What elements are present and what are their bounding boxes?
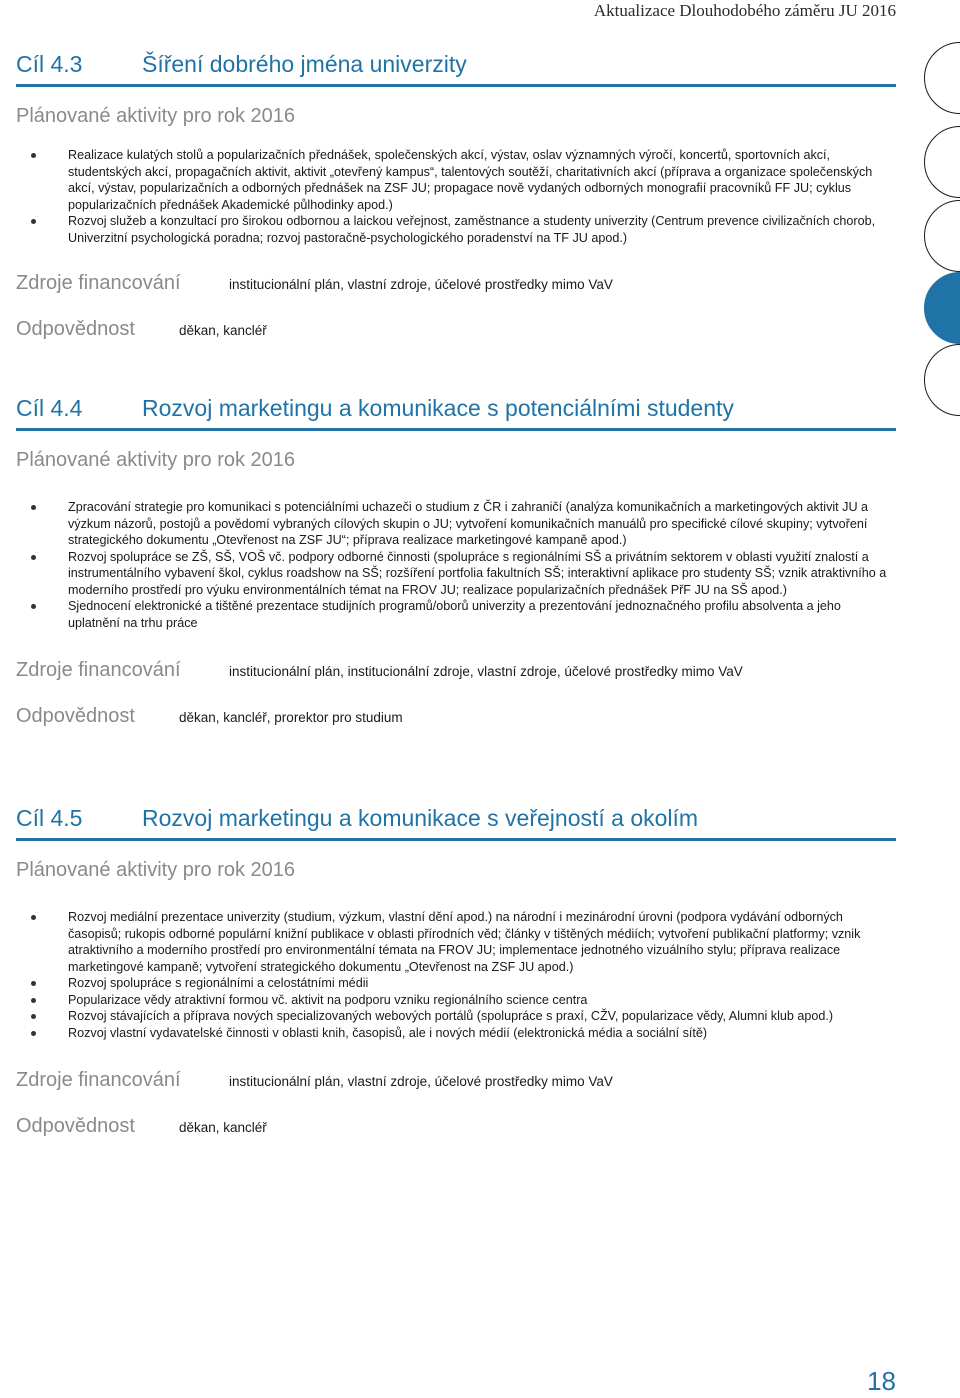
responsibility-row — [16, 1113, 896, 1141]
list-item: Realizace kulatých stolů a popularizačních přednášek, společenských akcí, výstav, oslav významných výročí, koncertů, sportovních akcí, studentských akcí, propagačních aktivit, aktivit „otevřený kampus“, talentových soutěží, charitativních akcí (příprava a organizace společenských akcí, výstav, popularizačních a odborných přednášek na ZSF JU; propagace nově vydaných odborných monografií pracovníků FF JU; cyklus popularizačních přednášek Akademické půlhodinky apod.) — [68, 147, 896, 213]
responsibility-label: Odpovědnost — [16, 1115, 135, 1137]
chapter-tab-active — [924, 272, 960, 344]
chapter-tab — [924, 126, 960, 198]
list-item: Popularizace vědy atraktivní formou vč. aktivit na podporu vzniku regionálního science centra — [68, 992, 896, 1009]
running-header: Aktualizace Dlouhodobého záměru JU 2016 — [593, 1, 896, 20]
goal-section-4-5 — [16, 802, 896, 1141]
activities-list — [16, 147, 896, 246]
funding-label: Zdroje financování — [16, 659, 181, 681]
list-item: Rozvoj stávajících a příprava nových specializovaných webových portálů (spolupráce s praxí, CŽV, popularizace vědy, Alumni klub apod.) — [68, 1008, 896, 1025]
funding-row — [16, 1067, 896, 1095]
goal-divider — [16, 84, 896, 87]
activities-list — [16, 499, 896, 631]
responsibility-label: Odpovědnost — [16, 705, 135, 727]
list-item: Rozvoj služeb a konzultací pro širokou odbornou a laickou veřejnost, zaměstnance a studenty univerzity (Centrum prevence civilizačních chorob, Univerzitní psychologická poradna; rozvoj pastoračně-psychologického poradenství na TF JU apod.) — [68, 213, 896, 246]
goal-section-4-3 — [16, 48, 896, 344]
funding-label: Zdroje financování — [16, 272, 181, 294]
responsibility-row — [16, 316, 896, 344]
goal-divider — [16, 838, 896, 841]
list-item: Zpracování strategie pro komunikaci s potenciálními uchazeči o studium z ČR i zahraničí (analýza komunikačních a marketingových aktivit JU a výzkum názorů, postojů a povědomí vybraných cílových skupin o JU; vytvoření komunikačních manuálů pro specifické cílové skupiny; vytvoření strategického dokumentu „Otevřenost na ZSF JU“; příprava realizace marketingové kampaně apod.) — [68, 499, 896, 549]
activities-heading: Plánované aktivity pro rok 2016 — [16, 859, 296, 881]
list-item: Rozvoj mediální prezentace univerzity (studium, výzkum, vlastní dění apod.) na národní i mezinárodní úrovni (podpora vydávání odborných časopisů; rukopis odborné populární knižní publikace v oblasti přírodních věd; články v tištěných médiích; vytvoření publikační platformy; vznik atraktivního a moderního prostředí pro environmentální témata na FROV JU; implementace jednotného vizuálního stylu; příprava realizace marketingové kampaně; vytvoření strategického dokumentu „Otevřenost na ZSF JU apod.) — [68, 909, 896, 975]
list-item: Rozvoj spolupráce se ZŠ, SŠ, VOŠ vč. podpory odborné činnosti (spolupráce s regionálními SŠ a privátním sektorem v oblasti využití znalostí a instrumentálního vybavení škol, cyklus roadshow na SŠ; rozšíření portfolia fakultních SŠ; interaktivní aplikace pro studenty SŠ; vznik atraktivního a moderního prostředí pro výuku environmentálních témat na FROV JU; realizace popularizačních přednášek PřF JU na SŠ apod.) — [68, 549, 896, 599]
funding-value: institucionální plán, vlastní zdroje, účelové prostředky mimo VaV — [229, 1074, 613, 1089]
goal-title: Šíření dobrého jména univerzity — [142, 51, 467, 77]
goal-number: Cíl 4.4 — [16, 395, 83, 421]
activities-list — [16, 909, 896, 1041]
goal-title: Rozvoj marketingu a komunikace s veřejností a okolím — [142, 805, 699, 831]
goal-title: Rozvoj marketingu a komunikace s potenciálními studenty — [142, 395, 734, 421]
activities-heading: Plánované aktivity pro rok 2016 — [16, 449, 296, 471]
funding-row — [16, 270, 896, 298]
funding-label: Zdroje financování — [16, 1069, 181, 1091]
list-item: Rozvoj spolupráce s regionálními a celostátními médii — [68, 975, 896, 992]
funding-value: institucionální plán, institucionální zdroje, vlastní zdroje, účelové prostředky mimo VaV — [229, 664, 743, 679]
activities-heading: Plánované aktivity pro rok 2016 — [16, 105, 296, 127]
goal-number: Cíl 4.3 — [16, 51, 83, 77]
responsibility-row — [16, 703, 896, 731]
chapter-tab — [924, 42, 960, 114]
responsibility-value: děkan, kancléř — [179, 323, 267, 338]
goal-section-4-4 — [16, 392, 896, 731]
responsibility-value: děkan, kancléř, prorektor pro studium — [179, 710, 403, 725]
chapter-tab — [924, 344, 960, 416]
funding-value: institucionální plán, vlastní zdroje, účelové prostředky mimo VaV — [229, 277, 613, 292]
responsibility-label: Odpovědnost — [16, 318, 135, 340]
responsibility-value: děkan, kancléř — [179, 1120, 267, 1135]
goal-number: Cíl 4.5 — [16, 805, 83, 831]
page-number: 18 — [867, 1366, 896, 1396]
list-item: Rozvoj vlastní vydavatelské činnosti v oblasti knih, časopisů, ale i nových médií (elektronická média a sociální sítě) — [68, 1025, 896, 1042]
funding-row — [16, 657, 896, 685]
chapter-tab — [924, 200, 960, 272]
list-item: Sjednocení elektronické a tištěné prezentace studijních programů/oborů univerzity a prezentování jednoznačného profilu absolventa a jeho uplatnění na trhu práce — [68, 598, 896, 631]
goal-divider — [16, 428, 896, 431]
